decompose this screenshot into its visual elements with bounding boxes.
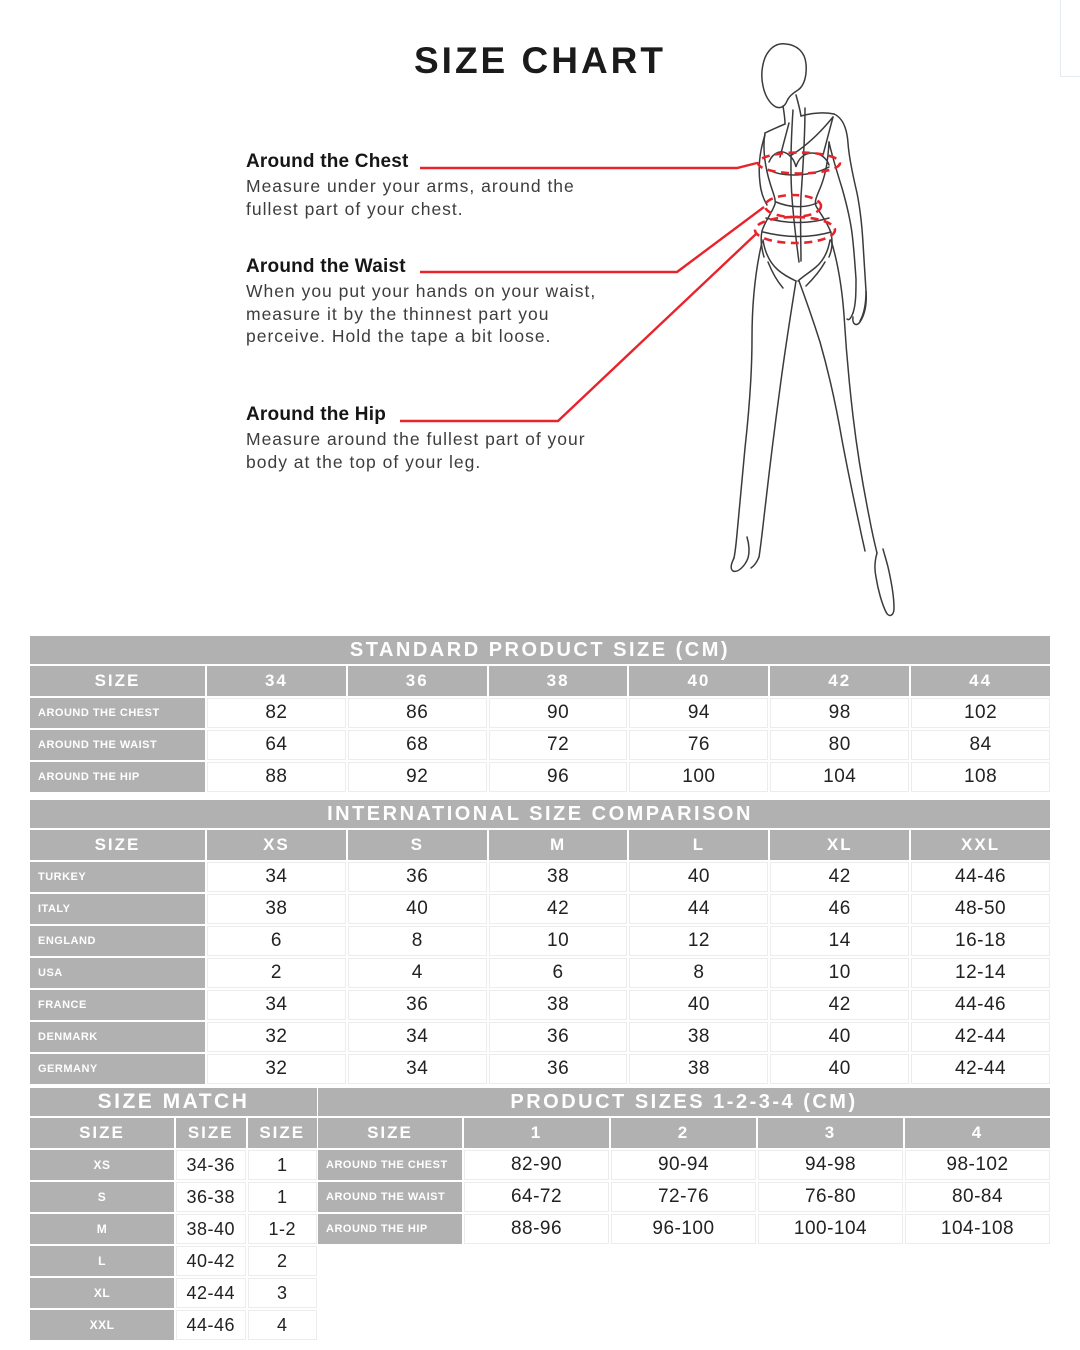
data-cell: 96-100 xyxy=(611,1214,756,1244)
row-label-cell: S xyxy=(30,1182,174,1212)
column-header-cell: 2 xyxy=(611,1118,756,1148)
data-cell: 46 xyxy=(770,894,909,924)
data-cell: 88-96 xyxy=(464,1214,609,1244)
annotation-chest xyxy=(246,152,631,220)
figure-hand xyxy=(853,291,866,324)
row-label-cell: GERMANY xyxy=(30,1054,205,1084)
column-header-cell: SIZE xyxy=(248,1118,318,1148)
data-cell: 38 xyxy=(629,1022,768,1052)
figure-left-foot xyxy=(731,537,749,571)
column-header-cell: 42 xyxy=(770,666,909,696)
data-cell: 40 xyxy=(629,990,768,1020)
data-cell: 38 xyxy=(207,894,346,924)
column-header-cell: XS xyxy=(207,830,346,860)
product-sizes-table-title: PRODUCT SIZES 1-2-3-4 (CM) xyxy=(318,1088,1050,1116)
annotation-waist-body: When you put your hands on your waist, measure it by the thinnest part you perceive. Hold the tape a bit loose. xyxy=(246,281,597,346)
data-cell: 8 xyxy=(348,926,487,956)
data-cell: 72 xyxy=(489,730,628,760)
data-cell: 34-36 xyxy=(176,1150,246,1180)
annotation-hip-heading: Around the Hip xyxy=(246,404,387,425)
scrollbar-artifact xyxy=(1060,0,1080,77)
data-cell: 100 xyxy=(629,762,768,792)
figure-torso-left xyxy=(761,133,775,257)
data-cell: 34 xyxy=(348,1054,487,1084)
data-cell: 14 xyxy=(770,926,909,956)
data-cell: 38 xyxy=(489,862,628,892)
data-cell: 80-84 xyxy=(905,1182,1050,1212)
data-cell: 42 xyxy=(770,990,909,1020)
data-cell: 36-38 xyxy=(176,1182,246,1212)
data-cell: 76-80 xyxy=(758,1182,903,1212)
size-match-table xyxy=(30,1088,317,1340)
column-header-cell: SIZE xyxy=(176,1118,246,1148)
column-header-cell: SIZE xyxy=(30,666,205,696)
data-cell: 90 xyxy=(489,698,628,728)
data-cell: 40 xyxy=(770,1054,909,1084)
row-label-cell: TURKEY xyxy=(30,862,205,892)
row-label-cell: AROUND THE WAIST xyxy=(30,730,205,760)
column-header-cell: XXL xyxy=(911,830,1050,860)
chest-ring xyxy=(758,153,840,174)
column-header-cell: SIZE xyxy=(30,1118,174,1148)
figure-right-arm xyxy=(834,114,866,321)
column-header-cell: M xyxy=(489,830,628,860)
row-label-cell: AROUND THE HIP xyxy=(30,762,205,792)
data-cell: 96 xyxy=(489,762,628,792)
row-label-cell: AROUND THE CHEST xyxy=(30,698,205,728)
data-cell: 10 xyxy=(489,926,628,956)
column-header-cell: 38 xyxy=(489,666,628,696)
annotation-chest-body: Measure under your arms, around the fullest part of your chest. xyxy=(246,176,575,219)
column-header-cell: 4 xyxy=(905,1118,1050,1148)
data-cell: 44-46 xyxy=(911,990,1050,1020)
data-cell: 4 xyxy=(248,1310,318,1340)
column-header-cell: SIZE xyxy=(318,1118,462,1148)
annotation-waist-heading: Around the Waist xyxy=(246,256,406,277)
column-header-cell: 40 xyxy=(629,666,768,696)
data-cell: 98 xyxy=(770,698,909,728)
data-cell: 108 xyxy=(911,762,1050,792)
figure-torso-right xyxy=(815,142,832,257)
row-label-cell: XL xyxy=(30,1278,174,1308)
annotation-hip xyxy=(246,405,631,473)
data-cell: 1-2 xyxy=(248,1214,318,1244)
data-cell: 80 xyxy=(770,730,909,760)
row-label-cell: AROUND THE HIP xyxy=(318,1214,462,1244)
standard-table-title: STANDARD PRODUCT SIZE (CM) xyxy=(30,636,1050,664)
data-cell: 44-46 xyxy=(176,1310,246,1340)
product-sizes-table xyxy=(318,1088,1050,1244)
figure-right-leg xyxy=(831,240,877,553)
data-cell: 40 xyxy=(770,1022,909,1052)
data-cell: 76 xyxy=(629,730,768,760)
data-cell: 100-104 xyxy=(758,1214,903,1244)
figure-bust-line xyxy=(769,152,829,167)
data-cell: 68 xyxy=(348,730,487,760)
data-cell: 36 xyxy=(348,990,487,1020)
row-label-cell: XS xyxy=(30,1150,174,1180)
column-header-cell: XL xyxy=(770,830,909,860)
data-cell: 42 xyxy=(489,894,628,924)
product-sizes-table-grid xyxy=(318,1118,1050,1244)
data-cell: 88 xyxy=(207,762,346,792)
data-cell: 98-102 xyxy=(905,1150,1050,1180)
data-cell: 6 xyxy=(207,926,346,956)
column-header-cell: SIZE xyxy=(30,830,205,860)
row-label-cell: AROUND THE CHEST xyxy=(318,1150,462,1180)
data-cell: 42 xyxy=(770,862,909,892)
data-cell: 44-46 xyxy=(911,862,1050,892)
data-cell: 2 xyxy=(248,1246,318,1276)
international-table-grid xyxy=(30,830,1050,1084)
data-cell: 38 xyxy=(489,990,628,1020)
data-cell: 42-44 xyxy=(911,1054,1050,1084)
data-cell: 48-50 xyxy=(911,894,1050,924)
data-cell: 104-108 xyxy=(905,1214,1050,1244)
waist-ring xyxy=(765,195,821,217)
column-header-cell: 3 xyxy=(758,1118,903,1148)
data-cell: 40 xyxy=(348,894,487,924)
row-label-cell: M xyxy=(30,1214,174,1244)
size-match-table-grid xyxy=(30,1118,317,1340)
data-cell: 82 xyxy=(207,698,346,728)
data-cell: 1 xyxy=(248,1150,318,1180)
data-cell: 42-44 xyxy=(911,1022,1050,1052)
data-cell: 38-40 xyxy=(176,1214,246,1244)
page-title: SIZE CHART xyxy=(414,40,666,81)
data-cell: 12-14 xyxy=(911,958,1050,988)
row-label-cell: FRANCE xyxy=(30,990,205,1020)
data-cell: 44 xyxy=(629,894,768,924)
data-cell: 34 xyxy=(207,862,346,892)
standard-table-grid xyxy=(30,666,1050,792)
row-label-cell: AROUND THE WAIST xyxy=(318,1182,462,1212)
column-header-cell: L xyxy=(629,830,768,860)
data-cell: 8 xyxy=(629,958,768,988)
data-cell: 1 xyxy=(248,1182,318,1212)
international-size-table xyxy=(30,800,1050,1084)
data-cell: 36 xyxy=(348,862,487,892)
figure-hip-line xyxy=(763,232,831,237)
data-cell: 10 xyxy=(770,958,909,988)
size-match-table-title: SIZE MATCH xyxy=(30,1088,317,1116)
figure-waist-line xyxy=(776,202,817,207)
data-cell: 40 xyxy=(629,862,768,892)
international-table-title: INTERNATIONAL SIZE COMPARISON xyxy=(30,800,1050,828)
data-cell: 36 xyxy=(489,1022,628,1052)
column-header-cell: 44 xyxy=(911,666,1050,696)
data-cell: 32 xyxy=(207,1022,346,1052)
column-header-cell: 1 xyxy=(464,1118,609,1148)
data-cell: 4 xyxy=(348,958,487,988)
data-cell: 102 xyxy=(911,698,1050,728)
data-cell: 36 xyxy=(489,1054,628,1084)
data-cell: 72-76 xyxy=(611,1182,756,1212)
figure-left-leg xyxy=(734,242,762,558)
data-cell: 34 xyxy=(207,990,346,1020)
data-cell: 3 xyxy=(248,1278,318,1308)
column-header-cell: 34 xyxy=(207,666,346,696)
data-cell: 12 xyxy=(629,926,768,956)
data-cell: 64 xyxy=(207,730,346,760)
row-label-cell: XXL xyxy=(30,1310,174,1340)
standard-product-size-table xyxy=(30,636,1050,792)
data-cell: 94 xyxy=(629,698,768,728)
data-cell: 16-18 xyxy=(911,926,1050,956)
figure-right-foot xyxy=(875,549,894,615)
row-label-cell: ENGLAND xyxy=(30,926,205,956)
data-cell: 64-72 xyxy=(464,1182,609,1212)
annotation-chest-heading: Around the Chest xyxy=(246,151,409,172)
data-cell: 84 xyxy=(911,730,1050,760)
data-cell: 104 xyxy=(770,762,909,792)
row-label-cell: ITALY xyxy=(30,894,205,924)
data-cell: 38 xyxy=(629,1054,768,1084)
data-cell: 34 xyxy=(348,1022,487,1052)
row-label-cell: USA xyxy=(30,958,205,988)
column-header-cell: S xyxy=(348,830,487,860)
data-cell: 32 xyxy=(207,1054,346,1084)
annotation-waist xyxy=(246,257,631,348)
annotation-hip-body: Measure around the fullest part of your body at the top of your leg. xyxy=(246,429,586,472)
data-cell: 6 xyxy=(489,958,628,988)
data-cell: 86 xyxy=(348,698,487,728)
row-label-cell: DENMARK xyxy=(30,1022,205,1052)
hip-ring xyxy=(755,217,835,243)
row-label-cell: L xyxy=(30,1246,174,1276)
data-cell: 94-98 xyxy=(758,1150,903,1180)
data-cell: 92 xyxy=(348,762,487,792)
data-cell: 2 xyxy=(207,958,346,988)
data-cell: 42-44 xyxy=(176,1278,246,1308)
fashion-croquis-figure xyxy=(731,44,894,616)
data-cell: 90-94 xyxy=(611,1150,756,1180)
column-header-cell: 36 xyxy=(348,666,487,696)
data-cell: 82-90 xyxy=(464,1150,609,1180)
data-cell: 40-42 xyxy=(176,1246,246,1276)
